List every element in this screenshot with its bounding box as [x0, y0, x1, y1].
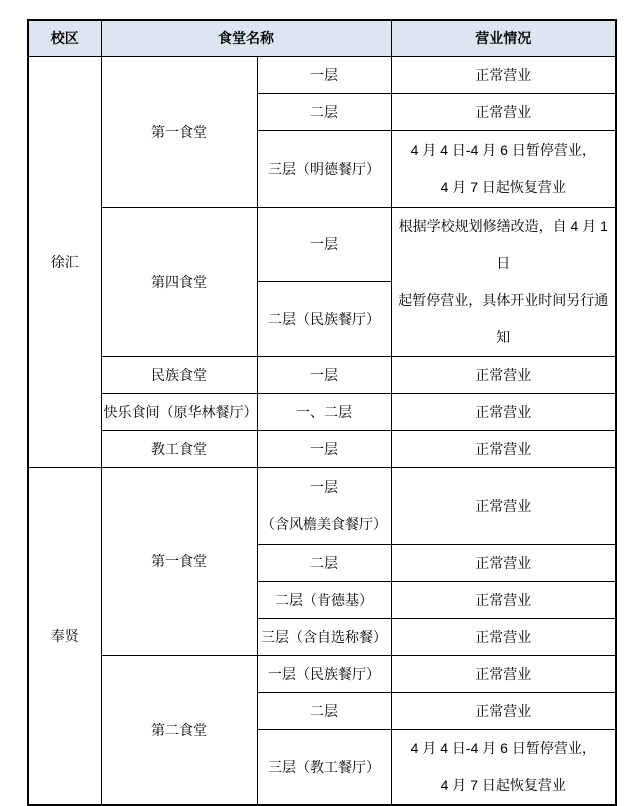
floor-cell: 一层: [257, 356, 391, 393]
status-cell: 正常营业: [391, 544, 616, 581]
floor-cell: 二层: [257, 93, 391, 130]
canteen-name-cell: 第四食堂: [101, 207, 257, 356]
canteen-name-cell: 教工食堂: [101, 430, 257, 467]
table-row: [28, 356, 616, 393]
floor-cell: 三层（明德餐厅）: [257, 130, 391, 207]
floor-line: 一层: [310, 478, 338, 495]
canteen-name-cell: 民族食堂: [101, 356, 257, 393]
canteen-name-cell: 第二食堂: [101, 655, 257, 805]
status-cell: 正常营业: [391, 93, 616, 130]
canteen-name-cell: 第一食堂: [101, 56, 257, 207]
table-row: [28, 655, 616, 692]
status-cell: 正常营业: [391, 655, 616, 692]
floor-cell: 二层: [257, 692, 391, 729]
canteen-name-cell: 第一食堂: [101, 467, 257, 655]
floor-cell: 三层（含自选称餐）: [257, 618, 391, 655]
campus-cell-fengxian: 奉贤: [28, 467, 101, 805]
floor-line: （含风檐美食餐厅）: [261, 515, 387, 532]
floor-cell: 一、二层: [257, 393, 391, 430]
floor-cell: 一层: [257, 56, 391, 93]
floor-cell: 二层（民族餐厅）: [257, 282, 391, 357]
floor-cell: [257, 467, 391, 544]
table-row: [28, 56, 616, 93]
floor-cell: 三层（教工餐厅）: [257, 729, 391, 805]
status-cell: 正常营业: [391, 618, 616, 655]
campus-cell-xuhui: 徐汇: [28, 56, 101, 467]
status-cell: 正常营业: [391, 467, 616, 544]
status-line: 4 月 4 日-4 月 6 日暂停营业，: [410, 141, 596, 158]
status-cell: 正常营业: [391, 393, 616, 430]
status-cell: 正常营业: [391, 692, 616, 729]
header-campus: 校区: [28, 20, 101, 56]
status-cell: 正常营业: [391, 581, 616, 618]
status-line: 4 月 7 日起恢复营业: [440, 178, 566, 195]
table-row: [28, 207, 616, 282]
floor-cell: 一层（民族餐厅）: [257, 655, 391, 692]
header-canteen-name: 食堂名称: [101, 20, 391, 56]
status-cell: [391, 130, 616, 207]
status-line: 根据学校规划修缮改造，自 4 月 1 日: [398, 217, 608, 271]
table-header-row: [28, 20, 616, 56]
canteen-name-cell: 快乐食间（原华林餐厅）: [101, 393, 257, 430]
status-cell: [391, 207, 616, 356]
status-cell: [391, 729, 616, 805]
table-row: [28, 393, 616, 430]
status-line: 4 月 4 日-4 月 6 日暂停营业，: [410, 739, 596, 756]
status-cell: 正常营业: [391, 56, 616, 93]
floor-cell: 一层: [257, 207, 391, 282]
floor-cell: 二层: [257, 544, 391, 581]
status-cell: 正常营业: [391, 430, 616, 467]
canteen-status-table: [27, 19, 617, 806]
status-line: 4 月 7 日起恢复营业: [440, 776, 566, 793]
table-row: [28, 430, 616, 467]
status-line: 起暂停营业，具体开业时间另行通知: [398, 291, 609, 345]
floor-cell: 一层: [257, 430, 391, 467]
status-cell: 正常营业: [391, 356, 616, 393]
floor-cell: 二层（肯德基）: [257, 581, 391, 618]
table-row: [28, 467, 616, 544]
header-status: 营业情况: [391, 20, 616, 56]
